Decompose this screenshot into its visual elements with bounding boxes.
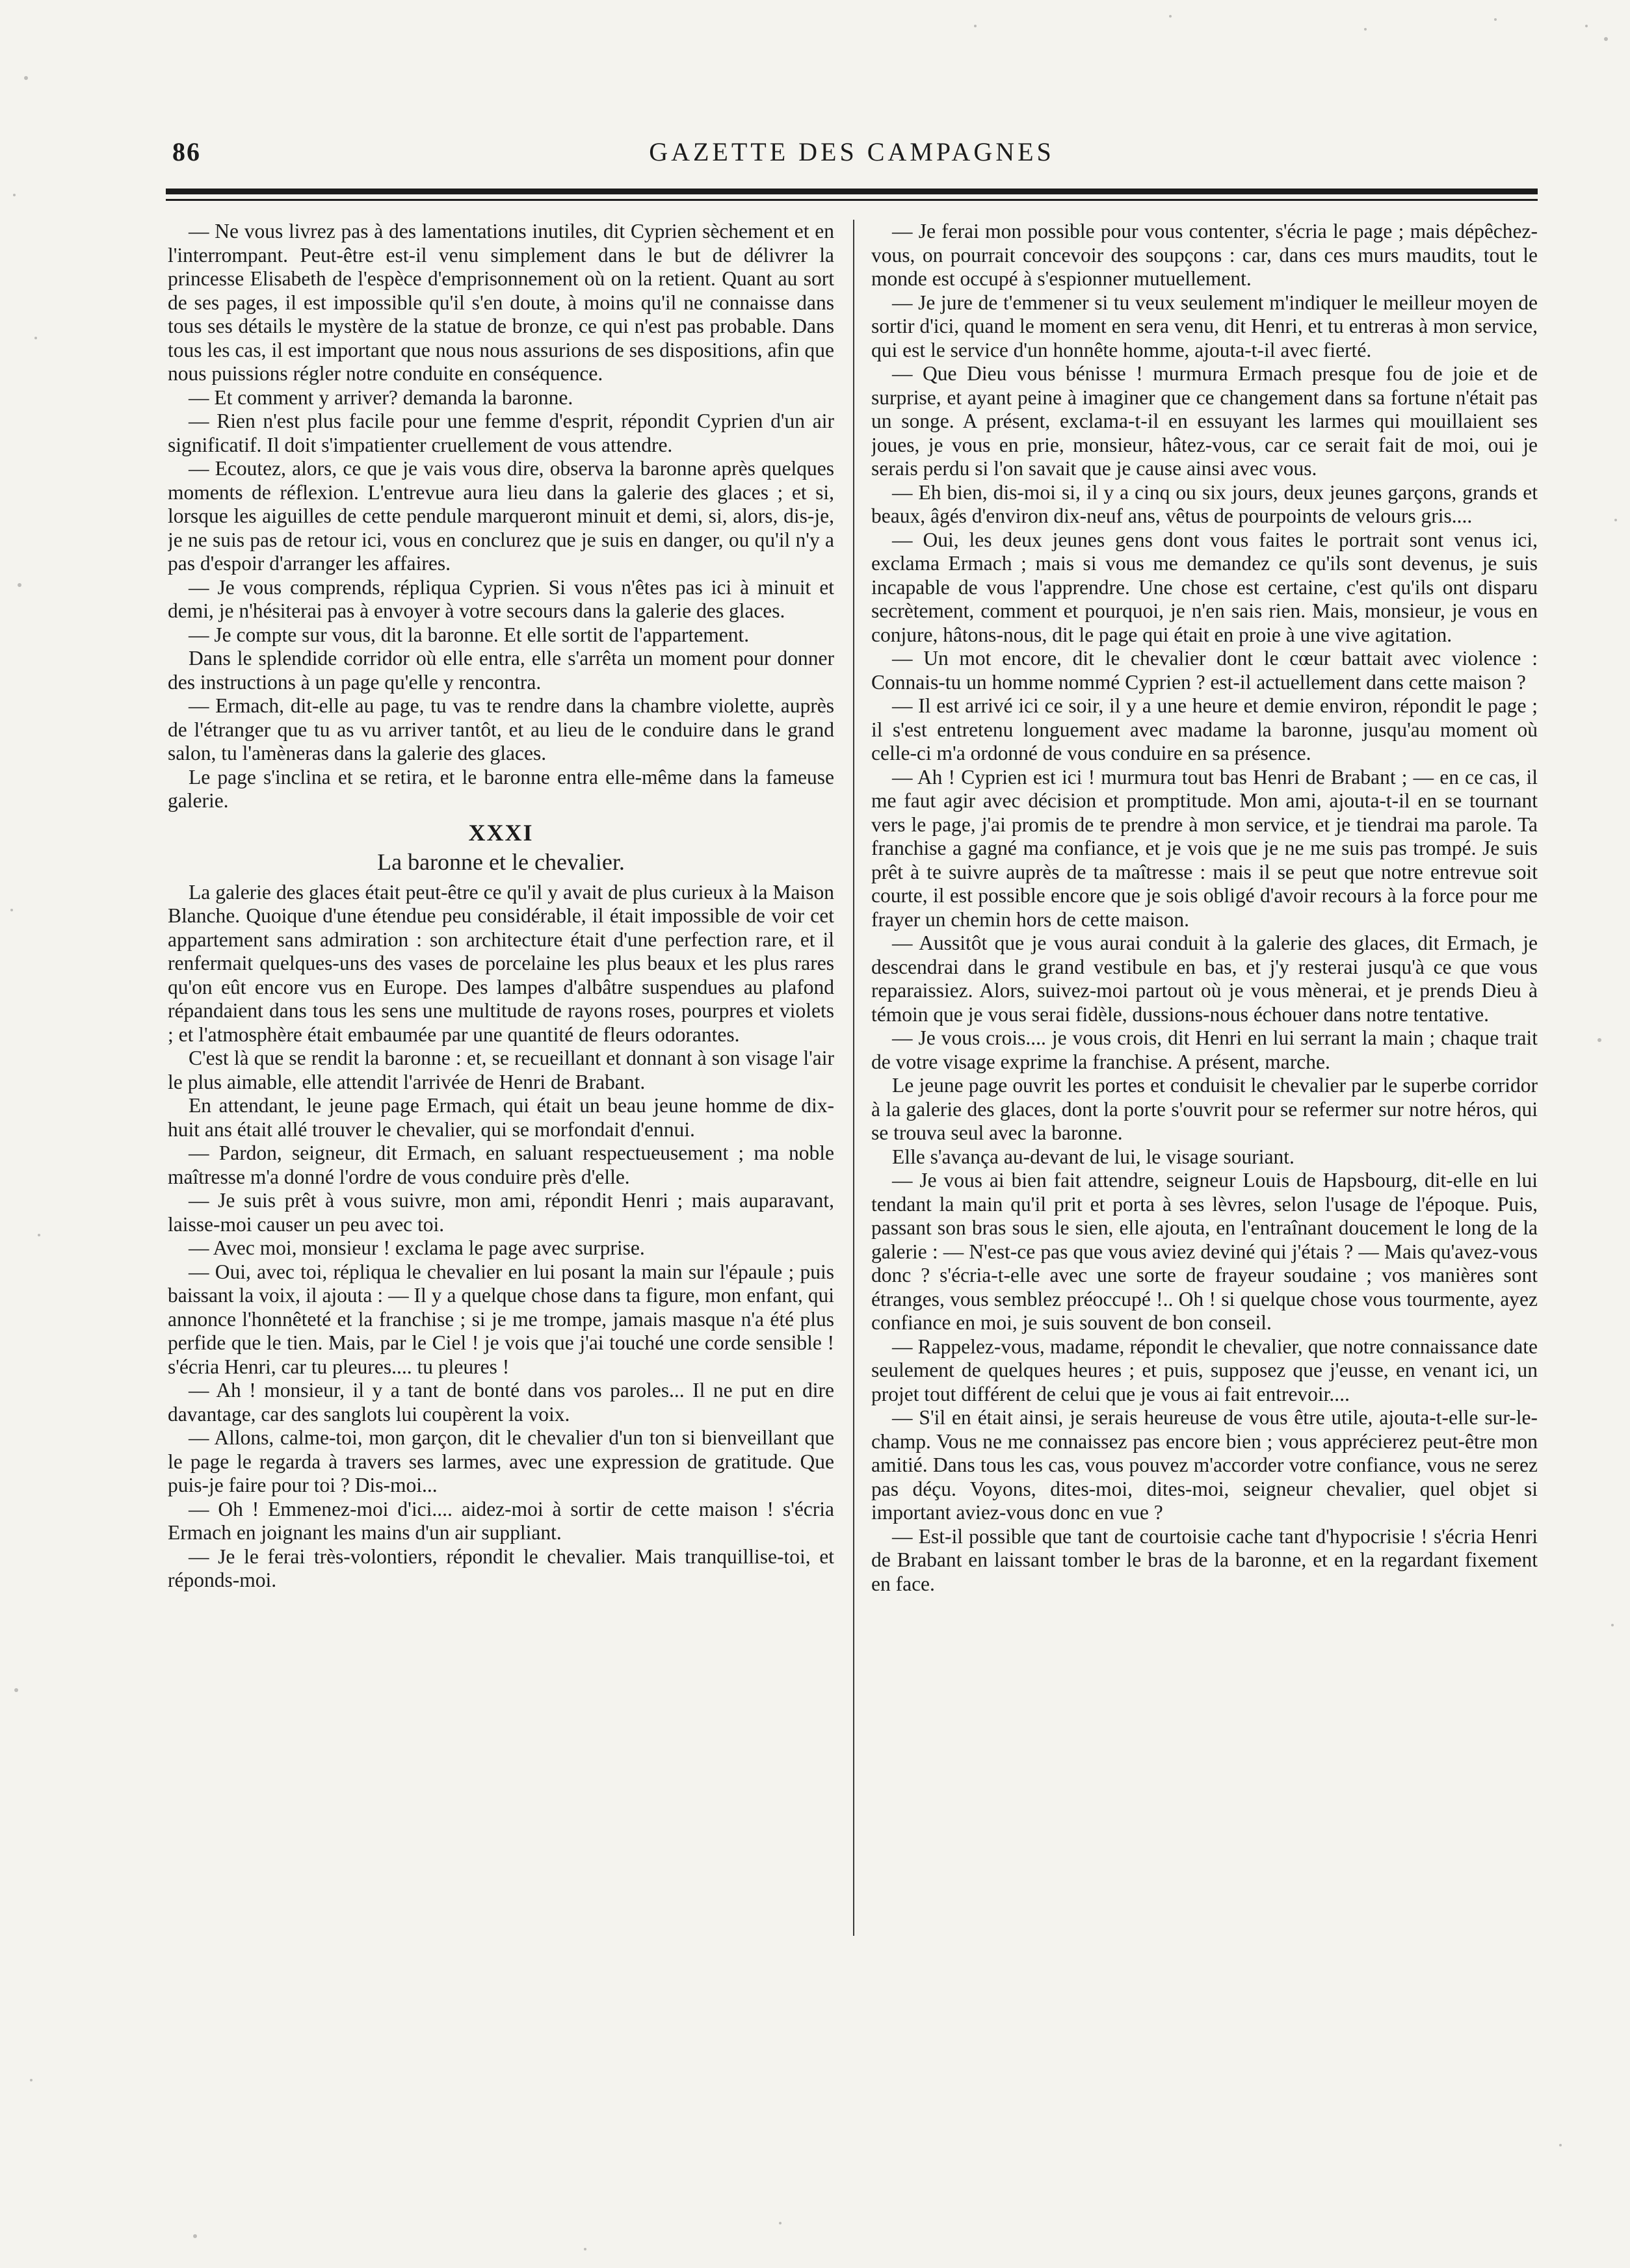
paragraph: — Je ferai mon possible pour vous contenter, s'écria le page ; mais dépêchez-vous, on pourrait concevoir des soupçons : car, dans ces murs maudits, tout le monde est occupé à s'espionner mutuellement. <box>871 220 1538 290</box>
paragraph: — Oui, avec toi, répliqua le chevalier en lui posant la main sur l'épaule ; puis baissant la voix, il ajouta : — Il y a quelque chose dans ta figure, mon enfant, qui annonce l'honnêteté et la franchise ; si je me trompe, jamais masque n'a été plus perfide que le tien. Mais, par le Ciel ! je vois que j'ai touché une corde sensible ! s'écria Henri, car tu pleures.... tu pleures ! <box>168 1260 834 1378</box>
header-rule-thick <box>166 189 1538 194</box>
paragraph: — Ecoutez, alors, ce que je vais vous dire, observa la baronne après quelques moments de réflexion. L'entrevue aura lieu dans la galerie des glaces ; et si, lorsque les aiguilles de cette pendule marqueront minuit et demi, si, alors, dis-je, je ne suis pas de retour ici, vous en conclurez que je suis en danger, ou qu'il n'y a pas d'espoir d'arranger les affaires. <box>168 457 834 575</box>
paragraph: — Je jure de t'emmener si tu veux seulement m'indiquer le meilleur moyen de sortir d'ici, quand le moment en sera venu, dit Henri, et tu entreras à mon service, qui est le service d'un honnête homme, ajouta-t-il avec fierté. <box>871 291 1538 361</box>
paragraph: — Je vous crois.... je vous crois, dit Henri en lui serrant la main ; chaque trait de votre visage exprime la franchise. A présent, marche. <box>871 1026 1538 1073</box>
paragraph: — Je vous ai bien fait attendre, seigneur Louis de Hapsbourg, dit-elle en lui tendant la main qu'il prit et porta à ses lèvres, selon l'usage de l'époque. Puis, passant son bras sous le sien, elle ajouta, en l'entraînant doucement le long de la galerie : — N'est-ce pas que vous aviez deviné qui j'étais ? — Mais qu'avez-vous donc ? s'écria-t-elle avec une sorte de frayeur soudaine ; vos manières sont étranges, vous semblez préoccupé !.. Oh ! si quelque chose vous tourmente, ayez confiance en moi, je suis souvent de bon conseil. <box>871 1169 1538 1334</box>
paragraph: — Il est arrivé ici ce soir, il y a une heure et demie environ, répondit le page ; il s'est entretenu longuement avec madame la baronne, jusqu'au moment où celle-ci m'a ordonné de vous conduire en sa présence. <box>871 694 1538 764</box>
paragraph: — S'il en était ainsi, je serais heureuse de vous être utile, ajouta-t-elle sur-le-champ. Vous ne me connaissez pas encore bien ; vous apprécierez peut-être mon amitié. Dans tous les cas, vous pouvez m'accorder votre confiance, vous ne serez pas déçu. Voyons, dites-moi, dites-moi, seigneur chevalier, quel objet si important aviez-vous donc en vue ? <box>871 1406 1538 1524</box>
paragraph: — Que Dieu vous bénisse ! murmura Ermach presque fou de joie et de surprise, et ayant peine à imaginer que ce changement dans sa fortune n'était pas un songe. A présent, exclama-t-il en essuyant les larmes qui mouillaient ses joues, je vous en prie, monsieur, hâtez-vous, car ce serait fait de moi, oui je serais perdu si l'on savait que je cause ainsi avec vous. <box>871 362 1538 480</box>
right-column <box>871 220 1538 1942</box>
paragraph: — Eh bien, dis-moi si, il y a cinq ou six jours, deux jeunes garçons, grands et beaux, âgés d'environ dix-neuf ans, vêtus de pourpoints de velours gris.... <box>871 480 1538 527</box>
paragraph: — Je vous comprends, répliqua Cyprien. Si vous n'êtes pas ici à minuit et demi, je n'hésiterai pas à envoyer à votre secours dans la galerie des glaces. <box>168 575 834 622</box>
paragraph: — Ah ! monsieur, il y a tant de bonté dans vos paroles... Il ne put en dire davantage, car des sanglots lui coupèrent la voix. <box>168 1379 834 1426</box>
page-number: 86 <box>172 137 201 166</box>
chapter-number: XXXI <box>468 819 534 846</box>
chapter-title: La baronne et le chevalier. <box>377 848 625 875</box>
header-rule-thin <box>166 199 1538 201</box>
paragraph: — Et comment y arriver? demanda la baronne. <box>189 385 573 409</box>
paragraph: Dans le splendide corridor où elle entra, elle s'arrêta un moment pour donner des instructions à un page qu'elle y rencontra. <box>168 647 834 694</box>
paragraph: — Un mot encore, dit le chevalier dont le cœur battait avec violence : Connais-tu un homme nommé Cyprien ? est-il actuellement dans cette maison ? <box>871 647 1538 694</box>
paragraph: — Ah ! Cyprien est ici ! murmura tout bas Henri de Brabant ; — en ce cas, il me faut agir avec décision et promptitude. Mon ami, ajouta-t-il en se tournant vers le page, j'ai promis de te prendre à mon service, et je tiendrai ma parole. Ta franchise a gagné ma confiance, et je vois que je ne me suis pas trompé. Je suis prêt à te suivre auprès de ta maîtresse : mais il se peut que notre entrevue soit courte, il est possible encore que je sois obligé d'avoir recours à la force pour me frayer un chemin hors de cette maison. <box>871 765 1538 931</box>
paragraph: — Avec moi, monsieur ! exclama le page avec surprise. <box>189 1236 645 1259</box>
paragraph: — Je compte sur vous, dit la baronne. Et elle sortit de l'appartement. <box>189 623 750 646</box>
paragraph: — Rappelez-vous, madame, répondit le chevalier, que notre connaissance date seulement de quelques heures ; et puis, supposez que j'eusse, en venant ici, un projet tout différent de celui que je vous ai fait entrevoir.... <box>871 1335 1538 1405</box>
paragraph: Elle s'avança au-devant de lui, le visage souriant. <box>892 1145 1295 1168</box>
paragraph: — Oui, les deux jeunes gens dont vous faites le portrait sont venus ici, exclama Ermach ; mais si vous me demandez ce qu'ils sont devenus, je suis incapable de vous l'apprendre. Une chose est certaine, c'est qu'ils ont disparu secrètement, comment et pourquoi, je n'en sais rien. Mais, monsieur, je vous en conjure, hâtons-nous, dit le page qui était en proie à une vive agitation. <box>871 528 1538 646</box>
paragraph: — Je suis prêt à vous suivre, mon ami, répondit Henri ; mais auparavant, laisse-moi causer un peu avec toi. <box>168 1189 834 1236</box>
paragraph: C'est là que se rendit la baronne : et, se recueillant et donnant à son visage l'air le plus aimable, elle attendit l'arrivée de Henri de Brabant. <box>168 1047 834 1093</box>
journal-title: GAZETTE DES CAMPAGNES <box>649 137 1055 166</box>
page-header <box>166 137 1538 176</box>
paragraph: La galerie des glaces était peut-être ce qu'il y avait de plus curieux à la Maison Blanche. Quoique d'une étendue peu considérable, il était impossible de voir cet appartement sans admiration : son architecture était d'une perfection rare, et il renfermait quelques-uns des vases de porcelaine les plus beaux et les plus rares qu'on eût encore vus en Europe. Des lampes d'albâtre suspendues au plafond répandaient dans tous les sens une multitude de rayons roses, pourpres et violets ; et l'atmosphère était embaumée par une quantité de fleurs odorantes. <box>168 880 834 1046</box>
paragraph: — Aussitôt que je vous aurai conduit à la galerie des glaces, dit Ermach, je descendrai dans le grand vestibule en bas, et j'y resterai jusqu'à ce que vous reparaissiez. Alors, suivez-moi partout où je vous mènerai, et je prends Dieu à témoin que je vous serai fidèle, dussions-nous échouer dans notre tentative. <box>871 932 1538 1026</box>
paragraph: Le jeune page ouvrit les portes et conduisit le chevalier par le superbe corridor à la galerie des glaces, dont la porte s'ouvrit pour se refermer sur notre héros, qui se trouva seul avec la baronne. <box>871 1074 1538 1144</box>
paragraph: — Ermach, dit-elle au page, tu vas te rendre dans la chambre violette, auprès de l'étranger que tu as vu arriver tantôt, et au lieu de le conduire dans le grand salon, tu l'amèneras dans la galerie des glaces. <box>168 694 834 764</box>
left-column <box>168 220 834 1942</box>
column-divider <box>853 220 854 1936</box>
paragraph: En attendant, le jeune page Ermach, qui était un beau jeune homme de dix-huit ans était allé trouver le chevalier, qui se morfondait d'ennui. <box>168 1094 834 1141</box>
paragraph: — Je le ferai très-volontiers, répondit le chevalier. Mais tranquillise-toi, et réponds-moi. <box>168 1545 834 1591</box>
paragraph: — Allons, calme-toi, mon garçon, dit le chevalier d'un ton si bienveillant que le page le regarda à travers ses larmes, avec une expression de gratitude. Que puis-je faire pour toi ? Dis-moi... <box>168 1426 834 1496</box>
paragraph: — Est-il possible que tant de courtoisie cache tant d'hypocrisie ! s'écria Henri de Brabant en laissant tomber le bras de la baronne, et en la regardant fixement en face. <box>871 1524 1538 1595</box>
paragraph: — Rien n'est plus facile pour une femme d'esprit, répondit Cyprien d'un air significatif. Il doit s'impatienter cruellement de vous attendre. <box>168 410 834 456</box>
paragraph: — Oh ! Emmenez-moi d'ici.... aidez-moi à sortir de cette maison ! s'écria Ermach en joignant les mains d'un air suppliant. <box>168 1497 834 1544</box>
paragraph: — Ne vous livrez pas à des lamentations inutiles, dit Cyprien sèchement et en l'interrompant. Peut-être est-il venu simplement dans le but de délivrer la princesse Elisabeth de l'espèce d'emprisonnement où on la retient. Quant au sort de ses pages, il est impossible qu'il s'en doute, à moins qu'il ne connaisse dans tous ses détails le mystère de la statue de bronze, ce qui n'est pas probable. Dans tous les cas, il est important que nous nous assurions de ses dispositions, afin que nous puissions régler notre conduite en conséquence. <box>168 220 834 385</box>
paragraph: — Pardon, seigneur, dit Ermach, en saluant respectueusement ; ma noble maîtresse m'a donné l'ordre de vous conduire près d'elle. <box>168 1141 834 1188</box>
paragraph: Le page s'inclina et se retira, et le baronne entra elle-même dans la fameuse galerie. <box>168 765 834 812</box>
